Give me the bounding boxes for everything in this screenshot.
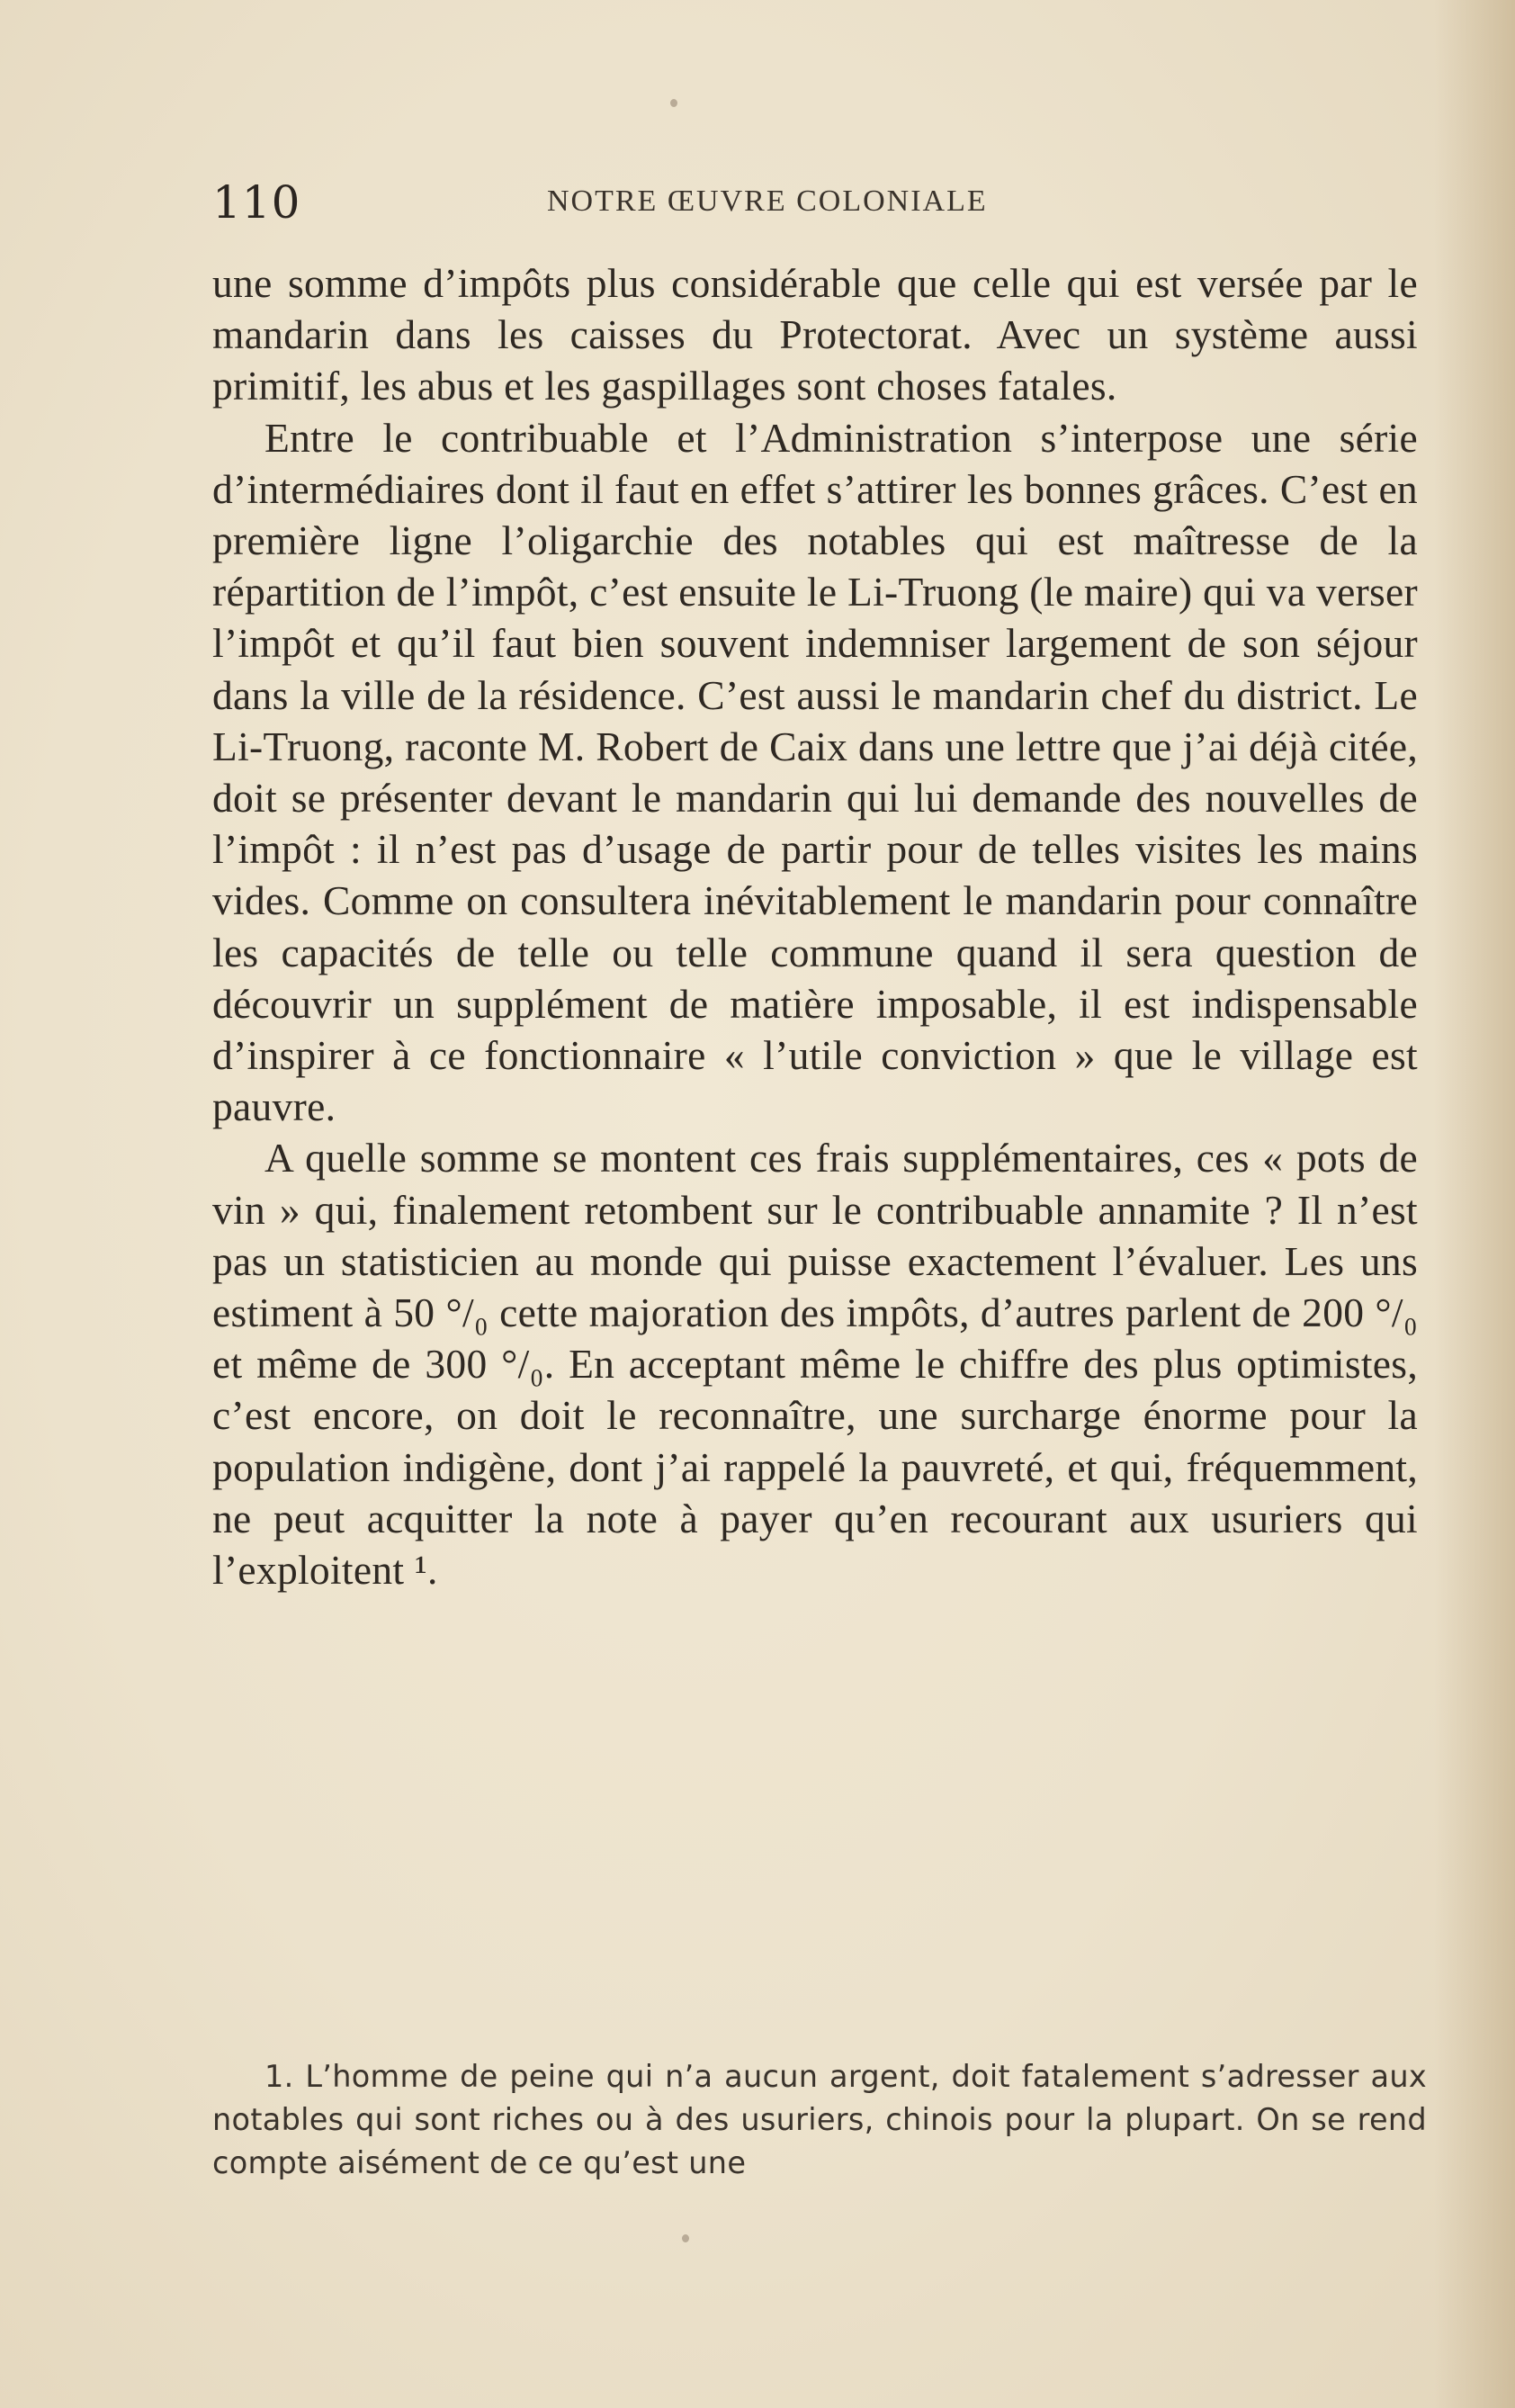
footnotes bbox=[212, 2055, 1427, 2185]
page-number: 110 bbox=[212, 176, 301, 229]
running-title: NOTRE ŒUVRE COLONIALE bbox=[547, 184, 988, 218]
paragraph-intermediaries: Entre le contribuable et l’Administration s’interpose une série d’intermédiaires dont il faut en effet s’attirer les bonnes grâces. C’est en première ligne l’oligarchie des notables qui est maîtresse de la répartition de l’impôt, c’est ensuite le Li-Truong (le maire) qui va verser l’impôt et qu’il faut bien souvent indemniser largement de son séjour dans la ville de la résidence. C’est aussi le mandarin chef du district. Le Li-Truong, raconte M. Robert de Caix dans une lettre que j’ai déjà citée, doit se présenter devant le mandarin qui lui demande des nouvelles de l’impôt : il n’est pas d’usage de partir pour de telles visites les mains vides. Comme on consultera inévitablement le mandarin pour connaître les capacités de telle ou telle commune quand il sera question de découvrir un supplément de matière imposable, il est indispensable d’inspirer à ce fonctionnaire « l’utile conviction » que le village est pauvre. bbox=[212, 414, 1418, 1130]
paragraph-continuation: une somme d’impôts plus considérable que celle qui est versée par le mandarin dans les caisses du Protectorat. Avec un système aussi primitif, les abus et les gaspillages sont choses fatales. bbox=[212, 260, 1418, 409]
page-header bbox=[212, 176, 1418, 234]
printer-mark-dot bbox=[670, 99, 677, 107]
printer-mark-dot bbox=[682, 2234, 689, 2242]
paragraph-extra-costs: A quelle somme se montent ces frais supplémentaires, ces « pots de vin » qui, finalement retombent sur le contribuable annamite ? Il n’est pas un statisticien au monde qui puisse exactement l’évaluer. Les uns estiment à 50 °/₀ cette majoration des impôts, d’autres parlent de 200 °/₀ et même de 300 °/₀. En acceptant même le chiffre des plus optimistes, c’est encore, on doit le reconnaître, une surcharge énorme pour la population indigène, dont j’ai rappelé la pauvreté, et qui, fréquemment, ne peut acquitter la note à payer qu’en recourant aux usuriers qui l’exploitent ¹. bbox=[212, 1135, 1418, 1594]
body-text bbox=[212, 257, 1418, 1595]
footnote-1: 1. L’homme de peine qui n’a aucun argent, doit fatalement s’adresser aux notables qui sont riches ou à des usuriers, chinois pour la plupart. On se rend compte aisément de ce qu’est une bbox=[212, 2059, 1427, 2180]
